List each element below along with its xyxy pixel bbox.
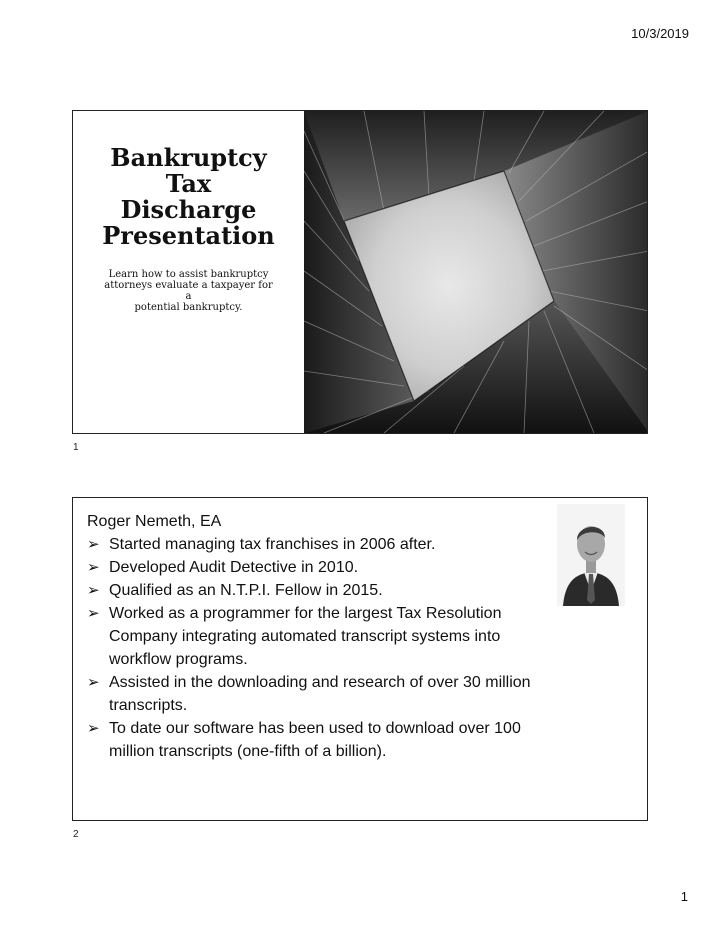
list-item bbox=[87, 602, 587, 671]
title-line: Tax bbox=[165, 169, 212, 198]
presenter-name: Roger Nemeth, EA bbox=[87, 513, 222, 530]
headshot-image bbox=[557, 504, 625, 606]
arrow-bullet-icon: ➢ bbox=[87, 674, 100, 691]
list-item-line: Worked as a programmer for the largest Tax Resolution bbox=[109, 605, 502, 622]
skyscraper-image bbox=[304, 111, 648, 433]
arrow-bullet-icon: ➢ bbox=[87, 605, 100, 622]
arrow-bullet-icon: ➢ bbox=[87, 582, 100, 599]
title-line: Presentation bbox=[102, 221, 275, 250]
slide-number: 2 bbox=[73, 829, 79, 840]
subtitle-line: potential bankruptcy. bbox=[134, 302, 243, 313]
slide-1 bbox=[72, 110, 648, 434]
list-item bbox=[87, 717, 587, 763]
page-number: 1 bbox=[680, 889, 688, 904]
slide-2 bbox=[72, 497, 648, 821]
list-item bbox=[87, 579, 587, 602]
presenter-headshot bbox=[557, 504, 625, 606]
list-item bbox=[87, 533, 587, 556]
list-item-line: Assisted in the downloading and research of over 30 million bbox=[109, 674, 531, 691]
list-item-line: Qualified as an N.T.P.I. Fellow in 2015. bbox=[109, 582, 383, 599]
arrow-bullet-icon: ➢ bbox=[87, 559, 100, 576]
list-item-line: million transcripts (one-fifth of a billion). bbox=[109, 743, 387, 760]
arrow-bullet-icon: ➢ bbox=[87, 536, 100, 553]
skyscraper-photo bbox=[304, 111, 648, 433]
slide-number: 1 bbox=[73, 442, 79, 453]
list-item-line: To date our software has been used to download over 100 bbox=[109, 720, 521, 737]
list-item-line: workflow programs. bbox=[109, 651, 248, 668]
title-line: Bankruptcy bbox=[110, 143, 267, 172]
slide-title bbox=[83, 145, 294, 249]
arrow-bullet-icon: ➢ bbox=[87, 720, 100, 737]
list-item-line: Developed Audit Detective in 2010. bbox=[109, 559, 359, 576]
subtitle-line: Learn how to assist bankruptcy bbox=[108, 269, 269, 280]
subtitle-line: attorneys evaluate a taxpayer for a bbox=[104, 280, 273, 302]
title-panel bbox=[73, 111, 304, 433]
title-line: Discharge bbox=[120, 195, 257, 224]
slide-subtitle bbox=[103, 269, 274, 313]
list-item-line: transcripts. bbox=[109, 697, 188, 714]
list-item bbox=[87, 671, 587, 717]
list-item bbox=[87, 556, 587, 579]
list-item-line: Started managing tax franchises in 2006 after. bbox=[109, 536, 436, 553]
list-item-line: Company integrating automated transcript systems into bbox=[109, 628, 501, 645]
page-date: 10/3/2019 bbox=[631, 26, 689, 41]
bio-section bbox=[87, 510, 587, 763]
bio-list bbox=[87, 533, 587, 763]
